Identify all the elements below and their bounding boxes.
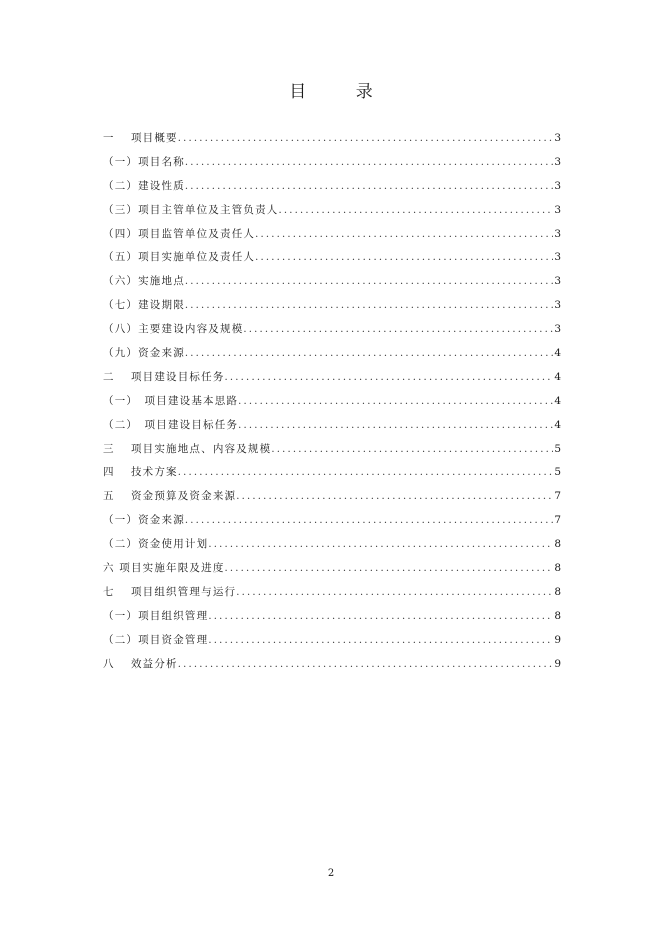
toc-entry-label: （二）资金使用计划	[103, 538, 209, 551]
toc-entry[interactable]	[103, 366, 561, 390]
toc-leader-dots	[255, 223, 553, 247]
toc-entry[interactable]	[103, 414, 561, 438]
toc-entry[interactable]	[103, 270, 561, 294]
toc-leader-dots	[208, 629, 553, 653]
toc-leader-dots	[185, 175, 553, 199]
toc-entry-label: 三 项目实施地点、内容及规模	[103, 442, 272, 455]
toc-entry-page: 4	[554, 418, 561, 431]
toc-entry-page: 8	[554, 538, 561, 551]
toc-entry[interactable]	[103, 175, 561, 199]
toc-entry-page: 4	[554, 370, 561, 383]
toc-entry[interactable]	[103, 533, 561, 557]
toc-entry-label: 四 技术方案	[103, 466, 178, 479]
toc-entry-label: （四）项目监管单位及责任人	[103, 227, 256, 240]
toc-entry[interactable]	[103, 557, 561, 581]
toc-entry[interactable]	[103, 223, 561, 247]
toc-leader-dots	[208, 605, 553, 629]
toc-entry-label: （二）项目资金管理	[103, 633, 209, 646]
toc-entry-label: （一）资金来源	[103, 514, 185, 527]
toc-leader-dots	[178, 127, 554, 151]
toc-leader-dots	[185, 294, 553, 318]
toc-leader-dots	[238, 414, 553, 438]
toc-entry-page: 7	[554, 490, 561, 503]
toc-entry[interactable]	[103, 509, 561, 533]
toc-leader-dots	[185, 151, 553, 175]
toc-entry-label: （九）资金来源	[103, 347, 185, 360]
toc-entry-page: 8	[554, 562, 561, 575]
toc-leader-dots	[178, 653, 554, 677]
toc-entry-label: 一 项目概要	[103, 132, 178, 144]
toc-entry[interactable]	[103, 438, 561, 462]
toc-entry-page: 7	[554, 514, 561, 527]
toc-entry[interactable]	[103, 127, 561, 151]
toc-entry-label: 五 资金预算及资金来源	[103, 490, 237, 503]
toc-entry-page: 8	[554, 609, 561, 622]
toc-entry-label: （五）项目实施单位及责任人	[103, 251, 256, 264]
toc-leader-dots	[208, 533, 553, 557]
toc-entry-label: 六 项目实施年限及进度	[103, 562, 225, 575]
toc-entry-page: 3	[554, 323, 561, 336]
toc-entry-page: 4	[554, 347, 561, 360]
toc-entry-page: 3	[554, 203, 561, 216]
toc-title: 目 录	[289, 82, 395, 102]
toc-entry[interactable]	[103, 246, 561, 270]
toc-leader-dots	[236, 581, 553, 605]
toc-entry-page: 9	[554, 633, 561, 646]
toc-entry[interactable]	[103, 461, 561, 485]
toc-entry-page: 3	[554, 299, 561, 312]
toc-entry-page: 3	[554, 251, 561, 264]
toc-entry-label: 八 效益分析	[103, 657, 178, 670]
toc-entry-page: 4	[554, 394, 561, 407]
toc-entry[interactable]	[103, 199, 561, 223]
toc-leader-dots	[185, 342, 553, 366]
toc-entry[interactable]	[103, 581, 561, 605]
toc-entry[interactable]	[103, 294, 561, 318]
toc-leader-dots	[236, 485, 553, 509]
toc-entry-label: （八）主要建设内容及规模	[103, 323, 244, 336]
toc-entry[interactable]	[103, 485, 561, 509]
toc-leader-dots	[185, 270, 553, 294]
toc-entry[interactable]	[103, 605, 561, 629]
toc-entry-page: 3	[554, 179, 561, 192]
page-number: 2	[327, 868, 335, 879]
toc-entry-label: 二 项目建设目标任务	[103, 370, 225, 383]
toc-entry-page: 3	[554, 227, 561, 240]
toc-entry-label: （一）项目名称	[103, 155, 185, 168]
toc-entry-page: 3	[554, 155, 561, 168]
toc-entry-label: 七 项目组织管理与运行	[103, 585, 237, 598]
toc-entry-label: （二） 项目建设目标任务	[103, 418, 239, 431]
toc-entry[interactable]	[103, 629, 561, 653]
toc-leader-dots	[225, 366, 554, 390]
toc-leader-dots	[271, 438, 553, 462]
toc-entry-label: （一） 项目建设基本思路	[103, 394, 239, 407]
toc-entry-page: 5	[554, 466, 561, 479]
toc-entry-page: 3	[554, 275, 561, 288]
toc-leader-dots	[255, 246, 553, 270]
toc-entry-label: （一）项目组织管理	[103, 609, 209, 622]
toc-entry[interactable]	[103, 653, 561, 677]
toc-leader-dots	[238, 390, 553, 414]
toc-leader-dots	[243, 318, 553, 342]
toc-leader-dots	[178, 461, 554, 485]
toc-entry-page: 3	[554, 132, 561, 144]
toc-leader-dots	[279, 199, 554, 223]
toc-entry[interactable]	[103, 151, 561, 175]
toc-entry-label: （六）实施地点	[103, 275, 185, 288]
toc-list	[103, 127, 561, 676]
toc-entry[interactable]	[103, 390, 561, 414]
toc-entry[interactable]	[103, 318, 561, 342]
toc-entry[interactable]	[103, 342, 561, 366]
toc-entry-label: （二）建设性质	[103, 179, 185, 192]
toc-leader-dots	[225, 557, 554, 581]
toc-entry-page: 5	[554, 442, 561, 455]
toc-entry-page: 9	[554, 657, 561, 670]
toc-entry-label: （三）项目主管单位及主管负责人	[103, 203, 279, 216]
toc-entry-page: 8	[554, 585, 561, 598]
toc-leader-dots	[185, 509, 553, 533]
toc-entry-label: （七）建设期限	[103, 299, 185, 312]
